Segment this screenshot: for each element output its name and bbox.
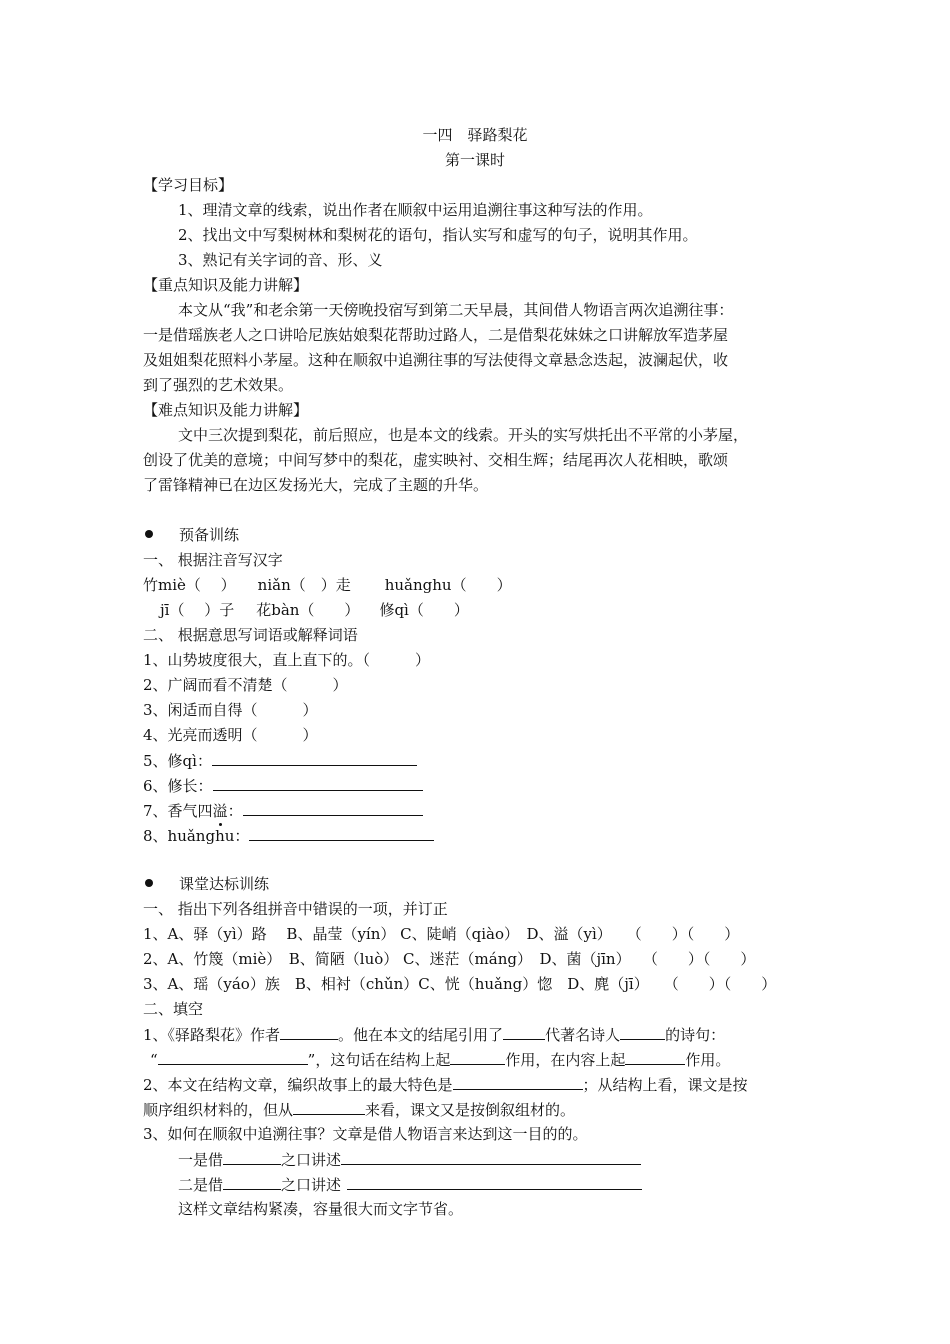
difficult-points-line: 文中三次提到梨花，前后照应，也是本文的线索。开头的实写烘托出不平常的小茅屋， [178,426,749,444]
class-q1-title: 一、 指出下列各组拼音中错误的一项，并订正 [143,900,448,918]
objective-item: 3、熟记有关字词的音、形、义 [178,251,383,269]
prep-q1-title: 一、 根据注音写汉字 [143,551,283,569]
prep-item-colon: ： [227,802,243,820]
fill-text: 顺序组织材料的，但从 [143,1101,294,1119]
pinyin-check-row: 1、A、驿（yì）路 B、晶莹（yín） C、陡峭（qiào） D、溢（yì） （ ）（ ） [143,925,740,943]
fill-text: 1、《驿路梨花》作者 [143,1026,281,1044]
objectives-heading: 【学习目标】 [143,176,234,194]
bullet-icon [145,879,153,887]
fill-line [143,1024,725,1045]
prep-q2-title: 二、 根据意思写词语或解释词语 [143,626,358,644]
answer-blank[interactable] [249,825,434,841]
prep-heading-text: 预备训练 [179,526,240,544]
prep-item [143,825,434,846]
pinyin-row [160,600,469,620]
prep-item: 2、广阔而看不清楚（ ） [143,676,348,694]
difficult-points-heading: 【难点知识及能力讲解】 [143,401,309,419]
answer-blank[interactable] [223,1174,281,1190]
prep-item [143,775,423,796]
pinyin-item: 花bàn（ ） [256,601,360,619]
page-title: 一四 驿路梨花 [422,126,528,144]
answer-blank[interactable] [620,1024,665,1040]
class-q2-title: 二、填空 [143,1000,204,1018]
fill-line: 这样文章结构紧凑，容量很大而文字节省。 [178,1200,464,1218]
fill-text: 代著名诗人 [545,1026,621,1044]
answer-blank[interactable] [280,1024,338,1040]
prep-item-label: 6、修长： [143,777,213,795]
pinyin-item: jī（ ）子 [160,601,235,619]
answer-blank[interactable] [243,800,423,816]
prep-item [143,750,417,771]
fill-text: 来看，课文又是按倒叙组材的。 [365,1101,576,1119]
fill-text: 之口讲述 [281,1151,342,1169]
answer-blank[interactable] [341,1149,641,1165]
fill-line [178,1149,641,1170]
fill-text: 的诗句： [665,1026,726,1044]
bullet-icon [145,530,153,538]
objective-item: 2、找出文中写梨树林和梨树花的语句，指认实写和虚写的句子，说明其作用。 [178,226,698,244]
prep-item-label: 8、huǎnghu： [143,827,250,845]
fill-line [178,1174,642,1195]
class-section-heading [145,874,269,894]
pinyin-check-row: 3、A、瑶（yáo）族 B、相衬（chǔn）C、恍（huǎng）惚 D、麂（jī） （ ）（ ） [143,975,777,993]
class-heading-text: 课堂达标训练 [179,875,270,893]
prep-item [143,800,423,821]
pinyin-row [143,575,512,595]
fill-text: ；从结构上看，课文是按 [582,1076,748,1094]
answer-blank[interactable] [347,1174,642,1190]
fill-line [150,1049,730,1070]
pinyin-check-row: 2、A、竹篾（miè） B、简陋（luò） C、迷茫（máng） D、菌（jīn） （ ）（ ） [143,950,756,968]
fill-line: 3、如何在顺叙中追溯往事？文章是借人物语言来达到这一目的的。 [143,1125,588,1143]
answer-blank[interactable] [503,1024,545,1040]
fill-line [143,1074,748,1095]
fill-text: 2、本文在结构文章，编织故事上的最大特色是 [143,1076,453,1094]
difficult-points-line: 创设了优美的意境；中间写梦中的梨花，虚实映衬、交相生辉；结尾再次人花相映，歌颂 [143,451,729,469]
pinyin-item: niǎn（ ）走 [257,576,351,594]
prep-item: 3、闲适而自得（ ） [143,701,318,719]
key-points-heading: 【重点知识及能力讲解】 [143,276,309,294]
answer-blank[interactable] [158,1049,308,1065]
answer-blank[interactable] [293,1099,365,1115]
answer-blank[interactable] [453,1074,583,1090]
pinyin-item: 竹miè（ ） [143,576,236,594]
difficult-points-line: 了雷锋精神已在边区发扬光大，完成了主题的升华。 [143,476,489,494]
objective-item: 1、理清文章的线索，说出作者在顺叙中运用追溯往事这种写法的作用。 [178,201,653,219]
fill-text: 一是借 [178,1151,224,1169]
key-points-line: 到了强烈的艺术效果。 [143,376,294,394]
fill-text: 二是借 [178,1176,224,1194]
prep-item: 1、山势坡度很大，直上直下的。（ ） [143,651,431,669]
key-points-line: 本文从“我”和老余第一天傍晚投宿写到第二天早晨，其间借人物语言两次追溯往事： [178,301,734,319]
answer-blank[interactable] [213,775,423,791]
emphasis-char: 溢 [212,802,228,820]
fill-text: 作用，在内容上起 [505,1051,626,1069]
prep-item-label: 7、香气四 [143,802,213,820]
fill-line [143,1099,575,1120]
page-subtitle: 第一课时 [444,151,505,169]
answer-blank[interactable] [625,1049,685,1065]
key-points-line: 一是借瑶族老人之口讲哈尼族姑娘梨花帮助过路人，二是借梨花妹妹之口讲解放军造茅屋 [143,326,729,344]
prep-item-label: 5、修qì： [143,752,212,770]
fill-text: 。他在本文的结尾引用了 [338,1026,504,1044]
fill-text: 作用。 [685,1051,731,1069]
pinyin-item: huǎnghu（ ） [384,576,512,594]
key-points-line: 及姐姐梨花照料小茅屋。这种在顺叙中追溯往事的写法使得文章悬念迭起，波澜起伏，收 [143,351,729,369]
pinyin-item: 修qì（ ） [379,601,469,619]
fill-text: ”，这句话在结构上起 [307,1051,451,1069]
answer-blank[interactable] [212,750,417,766]
fill-text: “ [150,1051,158,1069]
fill-text: 之口讲述 [281,1176,342,1194]
answer-blank[interactable] [223,1149,281,1165]
answer-blank[interactable] [450,1049,505,1065]
prep-section-heading [145,525,239,545]
prep-item: 4、光亮而透明（ ） [143,726,318,744]
